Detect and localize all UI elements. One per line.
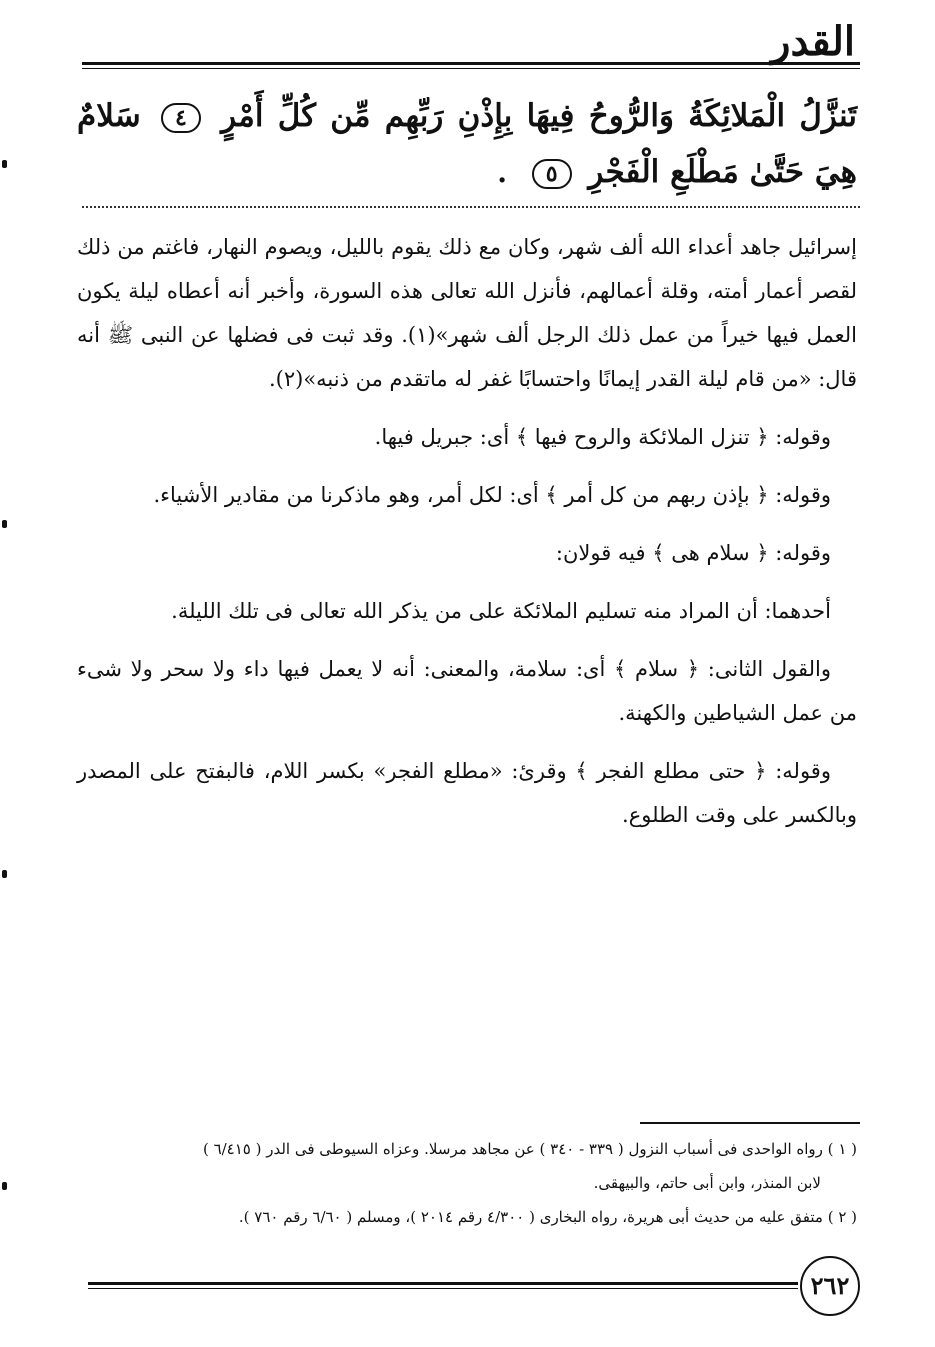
paragraph-angels: وقوله: ﴿ تنزل الملائكة والروح فيها ﴾ أى: جبريل فيها.: [374, 425, 831, 449]
verse-end-mark: .: [497, 156, 507, 189]
footnote-1: ( ١ ) رواه الواحدى فى أسباب النزول ( ٣٣٩ - ٣٤٠ ) عن مجاهد مرسلا. وعزاه السيوطى فى الدر ( ٦/٤١٥ ): [202, 1140, 857, 1158]
header-rule: [82, 62, 860, 69]
footnote-1-continued: لابن المنذر، وابن أبى حاتم، والبيهقى.: [593, 1174, 821, 1192]
verse-separator-dotted: [82, 206, 860, 208]
margin-dot: [2, 160, 7, 168]
footnotes: [77, 1132, 857, 1234]
quran-verse: [77, 88, 857, 201]
commentary-body: [77, 225, 857, 851]
running-header-title: القدر: [771, 18, 855, 65]
footnote-2: ( ٢ ) متفق عليه من حديث أبى هريرة، رواه البخارى ( ٤/٣٠٠ رقم ٢٠١٤ )، ومسلم ( ٦/٦٠ رقم ٧٦٠ ).: [238, 1208, 857, 1226]
verse-part-1: تَنزَّلُ الْمَلائِكَةُ وَالرُّوحُ فِيهَا بِإِذْنِ رَبِّهِم مِّن كُلِّ أَمْرٍ: [221, 98, 857, 134]
footer-rule: [88, 1282, 798, 1289]
paragraph-opinion-2: والقول الثانى: ﴿ سلام ﴾ أى: سلامة، والمعنى: أنه لا يعمل فيها داء ولا سحر ولا شىء من عمل الشياطين والكهنة.: [77, 657, 857, 725]
paragraph-command: وقوله: ﴿ بإذن ربهم من كل أمر ﴾ أى: لكل أمر، وهو ماذكرنا من مقادير الأشياء.: [153, 483, 831, 507]
margin-dot: [2, 520, 7, 528]
margin-dot: [2, 1182, 7, 1190]
margin-dot: [2, 870, 7, 878]
page-number-badge: ٢٦٢: [800, 1256, 860, 1316]
footnote-separator: [640, 1122, 860, 1124]
paragraph-opinion-1: أحدهما: أن المراد منه تسليم الملائكة على من يذكر الله تعالى فى تلك الليلة.: [171, 599, 831, 623]
paragraph-peace: وقوله: ﴿ سلام هى ﴾ فيه قولان:: [555, 541, 831, 565]
ayah-number-4: ٤: [161, 103, 201, 133]
paragraph-intro: إسرائيل جاهد أعداء الله ألف شهر، وكان مع ذلك يقوم بالليل، ويصوم النهار، فاغتم من ذلك لقصر أعمار أمته، وقلة أعمالهم، فأنزل الله تعالى هذه السورة، وأخبر أنه أعطاه ليلة يكون العمل فيها خيراً من عمل ذلك الرجل ألف شهر»(١). وقد ثبت فى فضلها عن النبى ﷺ أنه قال: «من قام ليلة القدر إيمانًا واحتسابًا غفر له ماتقدم من ذنبه»(٢).: [77, 235, 857, 391]
verse-part-2: سَلامٌ هِيَ حَتَّىٰ مَطْلَعِ الْفَجْرِ: [77, 98, 857, 190]
paragraph-dawn: وقوله: ﴿ حتى مطلع الفجر ﴾ وقرئ: «مطلع الفجر» بكسر اللام، فالبفتح على المصدر وبالكسر على وقت الطلوع.: [77, 759, 857, 827]
ayah-number-5: ٥: [532, 159, 572, 189]
